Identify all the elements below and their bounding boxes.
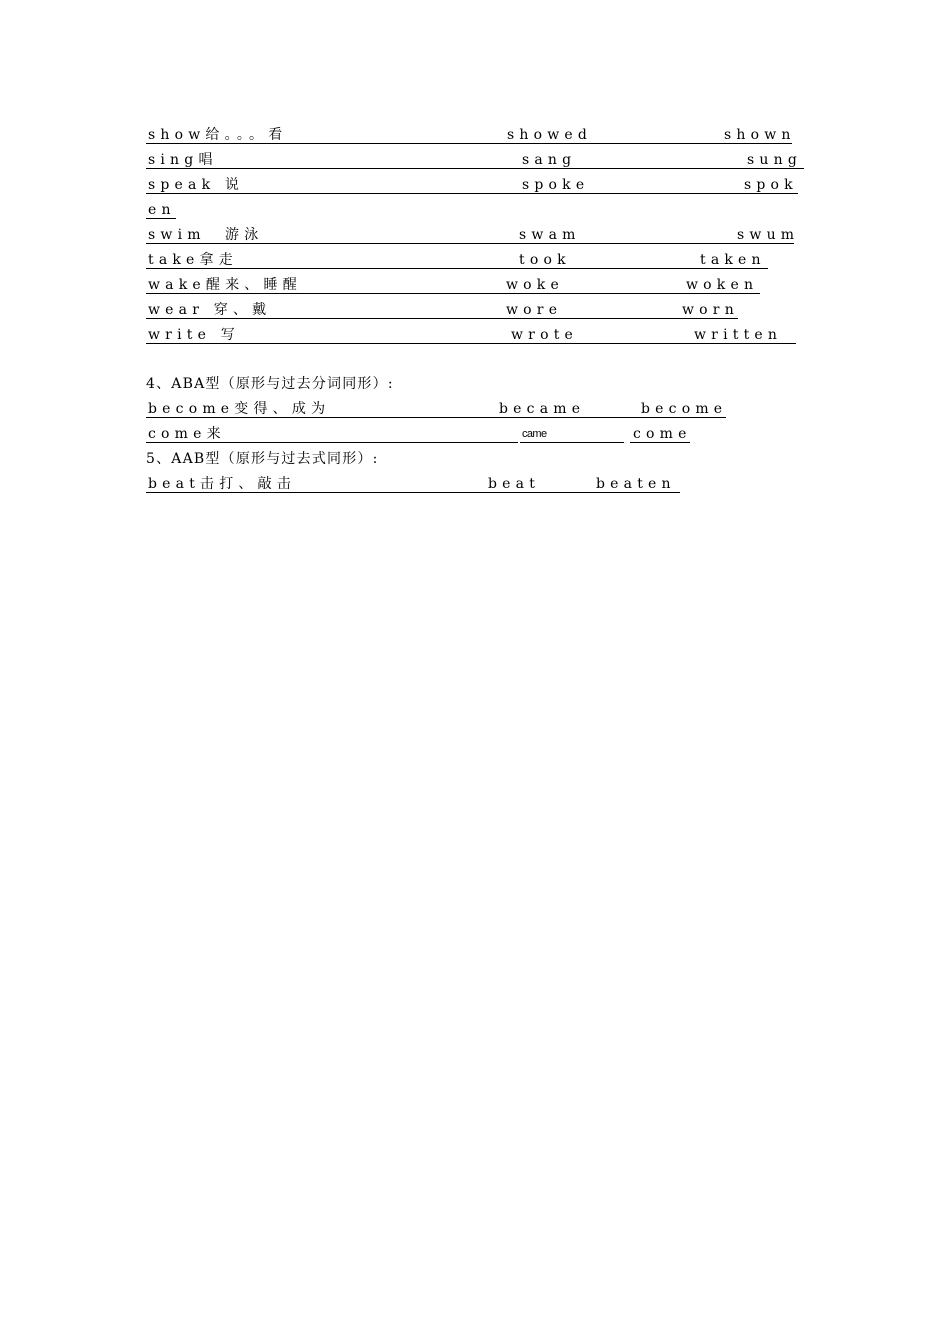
- verb-past: took: [519, 252, 571, 268]
- verb-base: wear 穿、戴: [148, 302, 272, 318]
- verb-past-participle: become: [641, 401, 728, 417]
- verb-past-participle-continued: en: [148, 202, 176, 218]
- verb-row-wear: [146, 300, 786, 320]
- verb-past-participle: worn: [682, 302, 739, 318]
- verb-row-take: [146, 250, 786, 270]
- section-heading-aab: 5、AAB型（原形与过去式同形）:: [146, 451, 379, 467]
- verb-past-participle: sung: [747, 152, 802, 168]
- verb-base: sing唱: [148, 152, 218, 168]
- verb-past: beat: [488, 476, 541, 492]
- verb-base: write 写: [148, 327, 240, 343]
- verb-row-speak-continued: [146, 200, 186, 220]
- verb-base: wake醒来、睡醒: [148, 277, 302, 293]
- verb-past: sang: [522, 152, 577, 168]
- verb-base: take拿走: [148, 252, 238, 268]
- verb-past-participle: swum: [737, 227, 800, 243]
- verb-past: showed: [507, 127, 593, 143]
- verb-past-participle: shown: [724, 127, 796, 143]
- verb-base: swim 游泳: [148, 227, 264, 243]
- verb-past-participle: come: [633, 426, 692, 442]
- verb-row-wake: [146, 275, 786, 295]
- verb-past: wore: [506, 302, 563, 318]
- verb-row-show: [146, 125, 796, 145]
- verb-past-participle: beaten: [596, 476, 676, 492]
- verb-past-participle: written: [694, 327, 783, 343]
- verb-row-become: [146, 399, 746, 419]
- verb-base: show给。。。看: [148, 127, 288, 143]
- verb-base: come来: [148, 426, 226, 442]
- verb-past: became: [499, 401, 586, 417]
- verb-past: came: [522, 428, 547, 440]
- verb-row-swim: [146, 225, 806, 245]
- verb-past: spoke: [522, 177, 590, 193]
- verb-past-participle: spok: [744, 177, 798, 193]
- verb-row-speak: [146, 175, 806, 195]
- verb-past-participle: woken: [686, 277, 759, 293]
- section-heading-aba: 4、ABA型（原形与过去分词同形）:: [146, 376, 394, 392]
- verb-past: swam: [519, 227, 581, 243]
- verb-base: speak 说: [148, 177, 245, 193]
- verb-row-sing: [146, 150, 806, 170]
- verb-base: become变得、成为: [148, 401, 331, 417]
- verb-past: woke: [506, 277, 564, 293]
- verb-base: beat击打、敲击: [148, 476, 297, 492]
- verb-row-write: [146, 325, 806, 345]
- verb-past: wrote: [511, 327, 579, 343]
- verb-row-beat: [146, 474, 706, 494]
- verb-row-come: [146, 424, 706, 444]
- verb-past-participle: taken: [700, 252, 766, 268]
